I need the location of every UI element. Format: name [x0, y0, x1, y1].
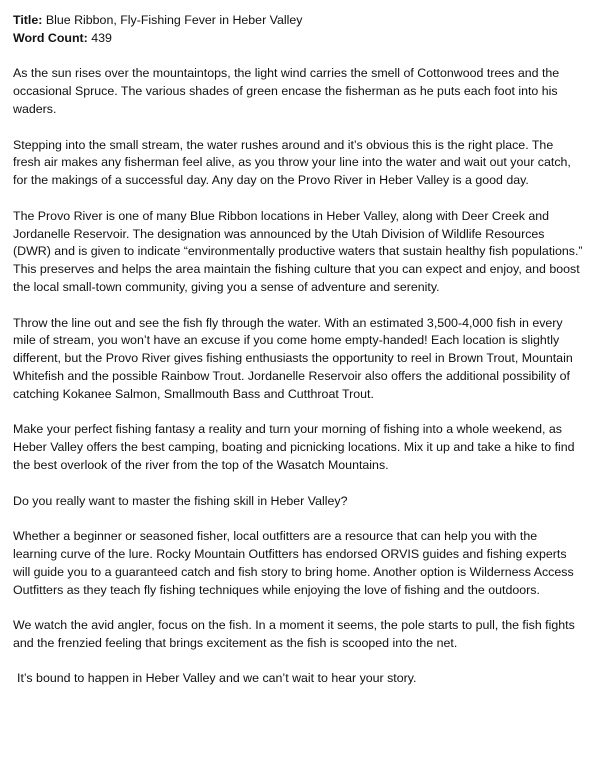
spacer: [13, 119, 583, 137]
spacer: [13, 475, 583, 493]
paragraph-9: It’s bound to happen in Heber Valley and we can’t wait to hear your story.: [17, 671, 417, 686]
paragraph-7: Whether a beginner or seasoned fisher, local outfitters are a resource that can help you with the learning curve of the lure. Rocky Mountain Outfitters has endorsed ORVIS guides and fishing experts will guide you to a guaranteed catch and fish story to bring home. Another option is Wilderness Access Outfitters as they teach fly fishing techniques while enjoying the love of fishing and the outdoors.: [13, 529, 574, 597]
word-count-value: 439: [91, 30, 112, 45]
paragraph-8: We watch the avid angler, focus on the fish. In a moment it seems, the pole starts to pull, the fish fights and the frenzied feeling that brings excitement as the fish is scooped into the net.: [13, 618, 575, 650]
spacer: [13, 404, 583, 422]
spacer: [13, 297, 583, 315]
title-label: Title:: [13, 13, 43, 27]
title-line: [13, 12, 583, 30]
paragraph-1: As the sun rises over the mountaintops, the light wind carries the smell of Cottonwood trees and the occasional Spruce. The various shades of green encase the fisherman as he puts each foot into his waders.: [13, 66, 560, 116]
title-value: Blue Ribbon, Fly-Fishing Fever in Heber Valley: [45, 13, 303, 27]
spacer: [13, 599, 583, 617]
paragraph-2: Stepping into the small stream, the water rushes around and it’s obvious this is the right place. The fresh air makes any fisherman feel alive, as you throw your line into the water and wait out your catch, for the makings of a successful day. Any day on the Provo River in Heber Valley is a good day.: [13, 137, 571, 188]
document-page: [13, 12, 583, 688]
spacer: [13, 190, 583, 208]
spacer: [13, 48, 583, 66]
word-count-line: [13, 30, 583, 48]
spacer: [13, 510, 583, 528]
paragraph-4: Throw the line out and see the fish fly through the water. With an estimated 3,500-4,000 fish in every mile of stream, you won’t have an excuse if you come home empty-handed! Each location is slightly different, but the Provo River gives fishing enthusiasts the opportunity to reel in Brown Trout, Mountain Whitefish and the possible Rainbow Trout. Jordanelle Reservoir also offers the additional possibility of catching Kokanee Salmon, Smallmouth Bass and Cutthroat Trout.: [13, 315, 573, 401]
paragraph-5: Make your perfect fishing fantasy a reality and turn your morning of fishing into a whole weekend, as Heber Valley offers the best camping, boating and picnicking locations. Mix it up and take a hike to find the best overlook of the river from the top of the Wasatch Mountains.: [13, 422, 575, 472]
paragraph-6: Do you really want to master the fishing skill in Heber Valley?: [13, 493, 348, 508]
paragraph-3: The Provo River is one of many Blue Ribbon locations in Heber Valley, along with Deer Creek and Jordanelle Reservoir. The designation was announced by the Utah Division of Wildlife Resources (DWR) and is given to indicate “environmentally productive waters that sustain healthy fish populations.” This preserves and helps the area maintain the fishing culture that you can expect and enjoy, and boost the local small-town community, giving you a sense of adventure and serenity.: [13, 208, 583, 294]
spacer: [13, 653, 583, 671]
word-count-label: Word Count:: [13, 30, 88, 45]
